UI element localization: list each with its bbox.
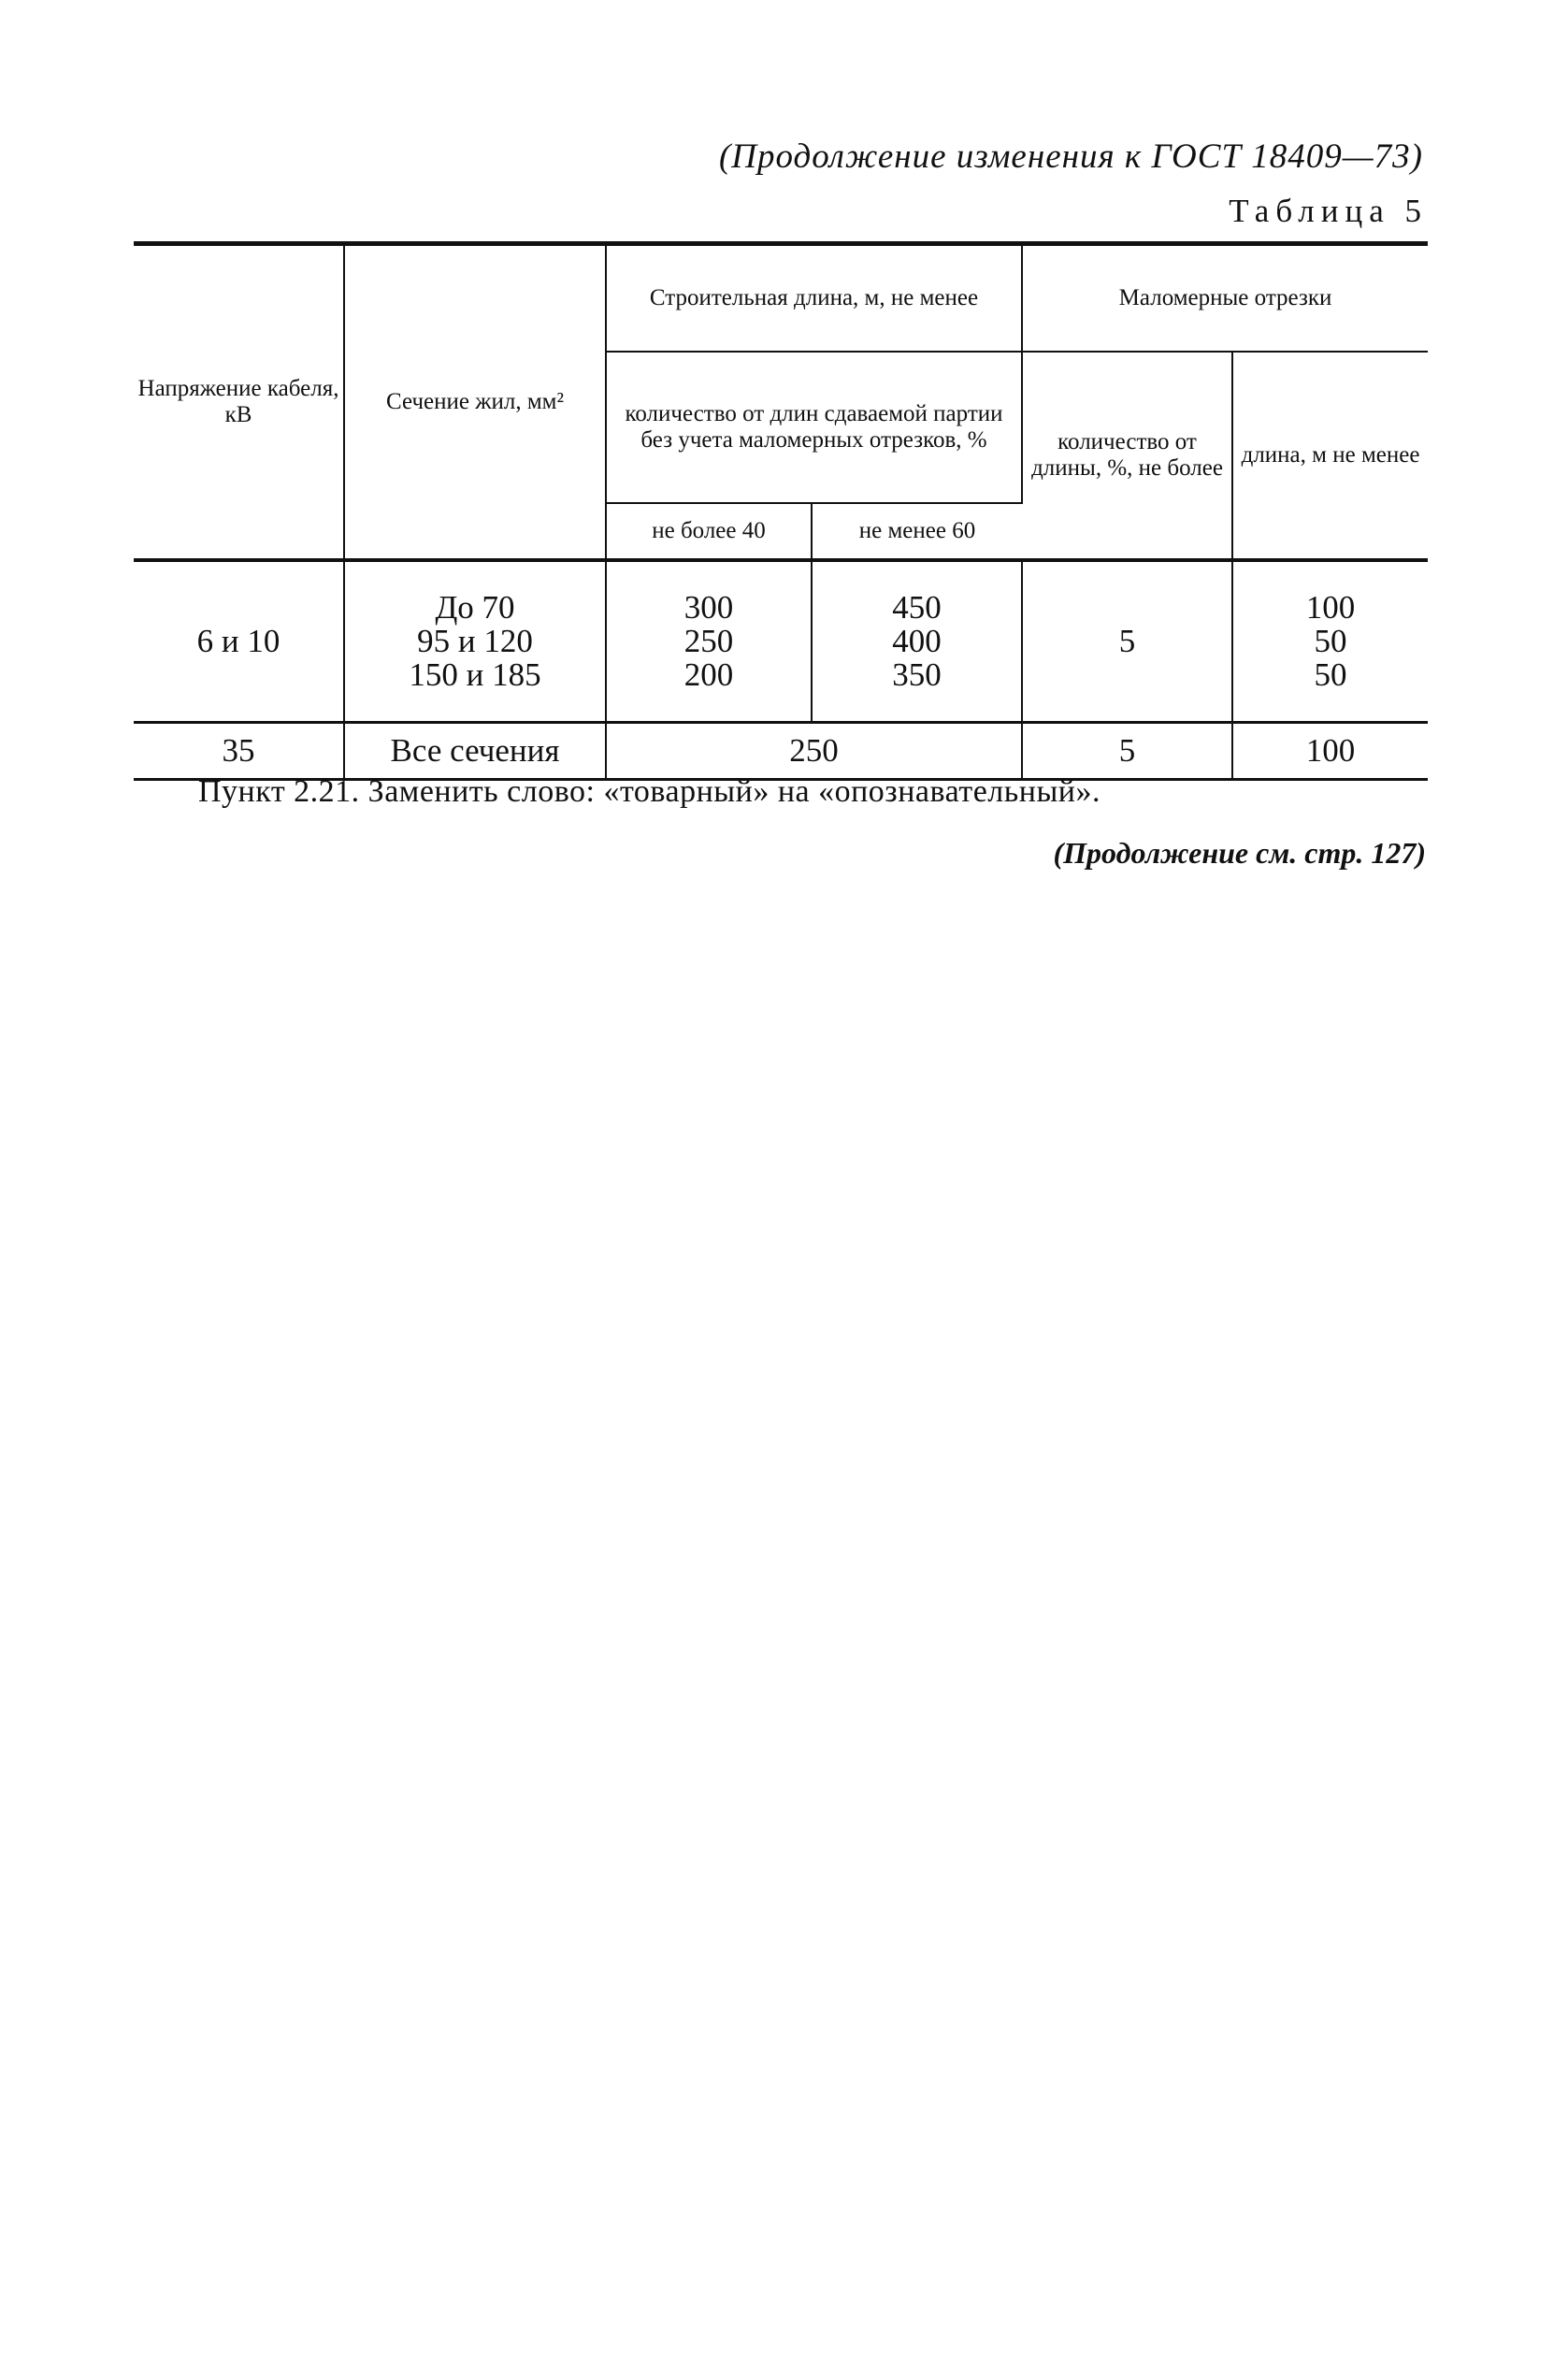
- short-len-value: 50: [1314, 656, 1347, 693]
- header-short-qty: количество от длины, %, не более: [1022, 352, 1232, 560]
- header-short-len: длина, м не менее: [1232, 352, 1428, 560]
- short-len-value: 50: [1314, 623, 1347, 659]
- table-row: [134, 560, 1428, 723]
- continued-note: (Продолжение см. стр. 127): [1053, 836, 1426, 870]
- cell-length: 250: [606, 723, 1022, 780]
- cell-short-len: [1232, 560, 1428, 723]
- table-row: [134, 723, 1428, 780]
- cell-len40: [606, 560, 812, 723]
- header-voltage: Напряжение кабеля, кВ: [134, 244, 344, 561]
- table-container: [134, 241, 1428, 781]
- short-len-value: 100: [1305, 589, 1356, 626]
- len40-value: 300: [683, 589, 734, 626]
- running-head: (Продолжение изменения к ГОСТ 18409—73): [718, 137, 1423, 176]
- section-value: 95 и 120: [417, 623, 533, 659]
- amendment-note: Пункт 2.21. Заменить слово: «товарный» на «опознавательный».: [198, 774, 1100, 809]
- cell-short-qty: 5: [1022, 560, 1232, 723]
- len60-value: 350: [892, 656, 942, 693]
- header-build-length-sub: количество от длин сдаваемой партии без учета маломерных отрезков, %: [606, 352, 1022, 503]
- cable-length-table: [134, 241, 1428, 781]
- section-value: До 70: [435, 589, 515, 626]
- header-row-1: [134, 244, 1428, 353]
- len40-value: 200: [683, 656, 734, 693]
- cell-short-qty: 5: [1022, 723, 1232, 780]
- header-build-length: Строительная длина, м, не менее: [606, 244, 1022, 353]
- cell-len60: [812, 560, 1022, 723]
- len60-value: 400: [892, 623, 942, 659]
- len60-value: 450: [892, 589, 942, 626]
- header-not-more-40: не более 40: [606, 503, 812, 560]
- cell-short-len: 100: [1305, 732, 1356, 769]
- table-caption: Таблица 5: [1229, 193, 1428, 229]
- cell-voltage: 6 и 10: [134, 560, 344, 723]
- header-not-less-60: не менее 60: [812, 503, 1022, 560]
- section-value: 150 и 185: [409, 656, 541, 693]
- cell-section: Все сечения: [344, 723, 606, 780]
- len40-value: 250: [683, 623, 734, 659]
- header-short-pieces: Маломерные отрезки: [1022, 244, 1428, 353]
- cell-voltage: 35: [134, 723, 344, 780]
- cell-sections: [344, 560, 606, 723]
- header-section: Сечение жил, мм²: [344, 244, 606, 561]
